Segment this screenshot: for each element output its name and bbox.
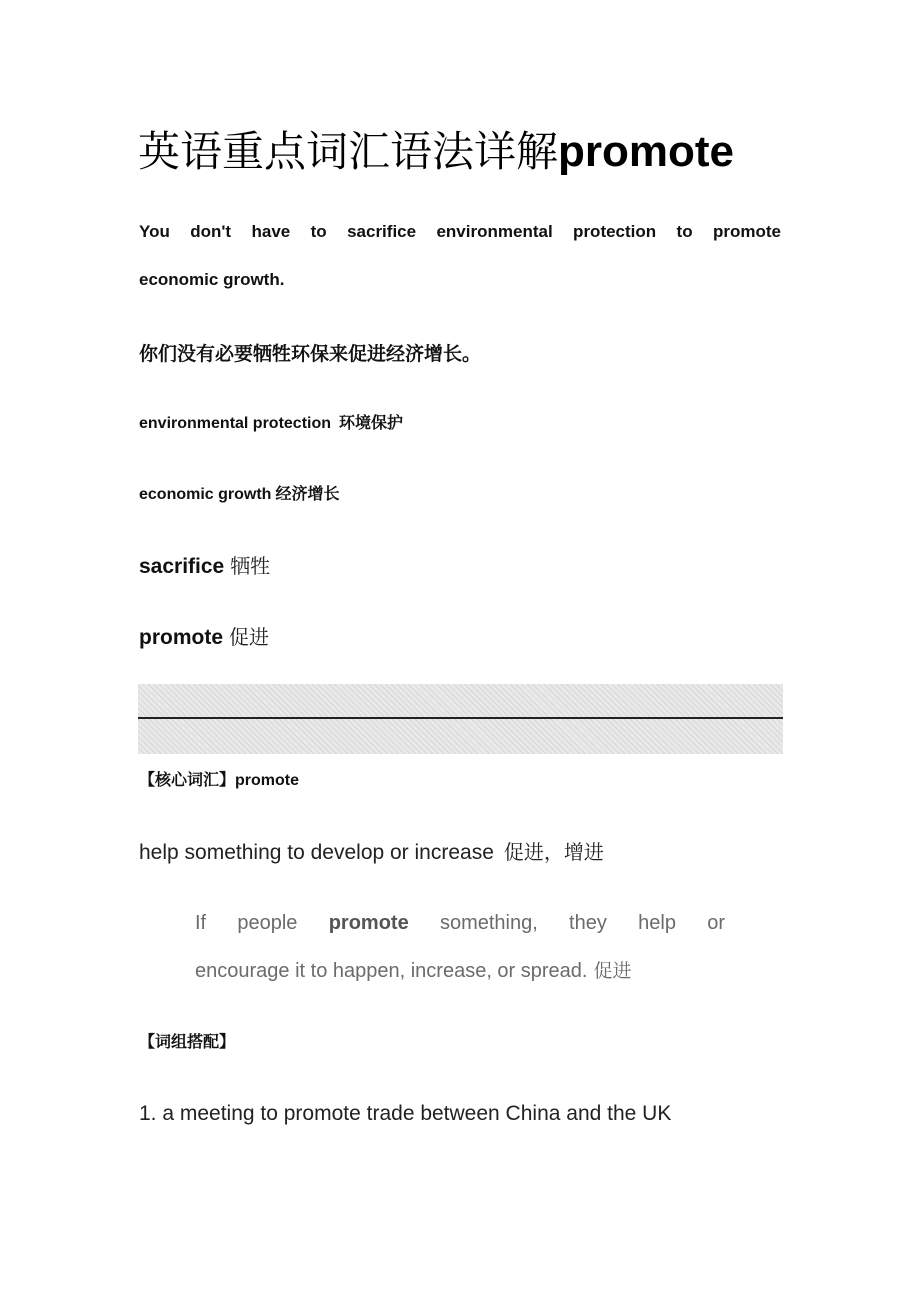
example-sentence-line-1: You don't have to sacrifice environmental protection to promote [139,222,781,241]
word-sacrifice [139,551,270,581]
example-text-before: If people [195,912,329,934]
definition-example-line-2 [195,956,632,986]
phrase-zh: 环境保护 [339,413,404,432]
definition-example-line-1 [195,908,725,938]
phrase-zh: 经济增长 [275,484,340,503]
example-sentence-line-2: economic growth. [139,270,285,289]
definition-zh: 促进，增进 [503,840,604,864]
example-line-2-zh: 促进 [593,960,632,982]
example-line-2-en: encourage it to happen, increase, or spread. [195,960,588,982]
core-vocab-heading [139,767,299,793]
example-keyword: promote [328,912,409,934]
page-title [138,122,734,182]
core-vocab-definition [139,836,604,868]
word-en: sacrifice [139,555,225,578]
core-vocab-heading-en: promote [235,772,300,789]
example-text-after: something, they help or [408,912,725,934]
collocations-heading: 【词组搭配】 [139,1032,236,1051]
word-promote [139,622,269,652]
word-zh: 牺牲 [230,554,271,578]
phrase-economic-growth [139,482,339,506]
divider-band [138,684,783,754]
divider-line [138,717,783,719]
collocation-item: 1. a meeting to promote trade between China and the UK [139,1102,672,1125]
word-zh: 促进 [229,625,269,649]
definition-en: help something to develop or increase [139,841,494,864]
word-en: promote [139,626,223,649]
core-vocab-heading-zh: 【核心词汇】 [139,770,236,789]
phrase-en: economic growth [139,486,272,503]
sentence-translation: 你们没有必要牺牲环保来促进经济增长。 [139,343,482,365]
phrase-environmental-protection [139,411,403,435]
title-chinese: 英语重点词汇语法详解 [138,127,559,176]
title-english: promote [558,127,735,176]
phrase-en: environmental protection [139,415,332,432]
